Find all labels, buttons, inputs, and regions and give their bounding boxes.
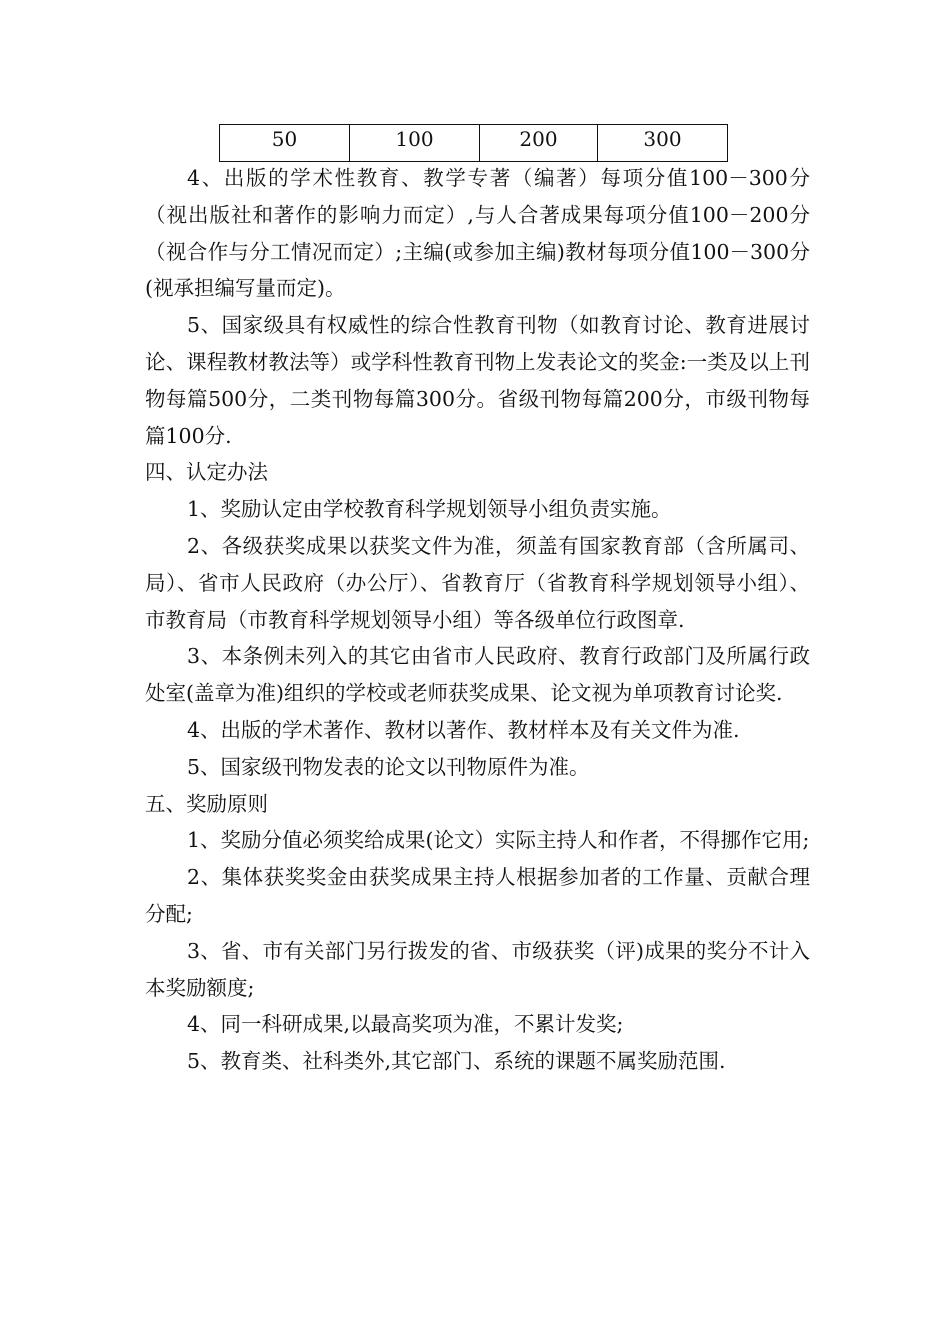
table-cell: 100: [350, 125, 480, 162]
body-paragraph: 5、国家级刊物发表的论文以刊物原件为准。: [187, 754, 590, 779]
body-paragraph: 5、教育类、社科类外,其它部门、系统的课题不属奖励范围.: [187, 1049, 726, 1074]
body-paragraph: 3、省、市有关部门另行拨发的省、市级获奖（评)成果的奖分不计入本奖励额度;: [145, 938, 810, 1000]
section-heading: 四、认定办法: [145, 460, 268, 485]
score-table: [219, 124, 728, 162]
table-cell: 200: [480, 125, 598, 162]
body-paragraph: 2、集体获奖奖金由获奖成果主持人根据参加者的工作量、贡献合理分配;: [145, 865, 810, 926]
table-cell: 300: [598, 125, 728, 162]
body-paragraph: 1、奖励分值必须奖给成果(论文）实际主持人和作者，不得挪作它用;: [187, 828, 810, 853]
body-paragraph: 4、出版的学术著作、教材以著作、教材样本及有关文件为准.: [187, 717, 740, 742]
table-row: [220, 125, 728, 162]
body-paragraph: 4、同一科研成果,以最高奖项为准，不累计发奖;: [187, 1012, 624, 1037]
body-paragraph: 2、各级获奖成果以获奖文件为准，须盖有国家教育部（含所属司、局）、省市人民政府（办公厅）、省教育厅（省教育科学规划领导小组）、市教育局（市教育科学规划领导小组）等各级单位行政图章.: [145, 533, 810, 632]
body-paragraph: 4、出版的学术性教育、教学专著（编著）每项分值100－300分（视出版社和著作的影响力而定）,与人合著成果每项分值100－200分（视合作与分工情况而定）;主编(或参加主编)教材每项分值100－300分(视承担编写量而定)。: [145, 166, 810, 301]
body-paragraph: 3、本条例未列入的其它由省市人民政府、教育行政部门及所属行政处室(盖章为准)组织的学校或老师获奖成果、论文视为单项教育讨论奖.: [145, 644, 810, 706]
table-cell: 50: [220, 125, 350, 162]
section-heading: 五、奖励原则: [145, 791, 268, 816]
body-paragraph: 1、奖励认定由学校教育科学规划领导小组负责实施。: [187, 497, 672, 522]
document-body: [145, 160, 810, 1080]
body-paragraph: 5、国家级具有权威性的综合性教育刊物（如教育讨论、教育进展讨论、课程教材教法等）或学科性教育刊物上发表论文的奖金:一类及以上刊物每篇500分，二类刊物每篇300分。省级刊物每篇200分，市级刊物每篇100分.: [145, 313, 810, 448]
